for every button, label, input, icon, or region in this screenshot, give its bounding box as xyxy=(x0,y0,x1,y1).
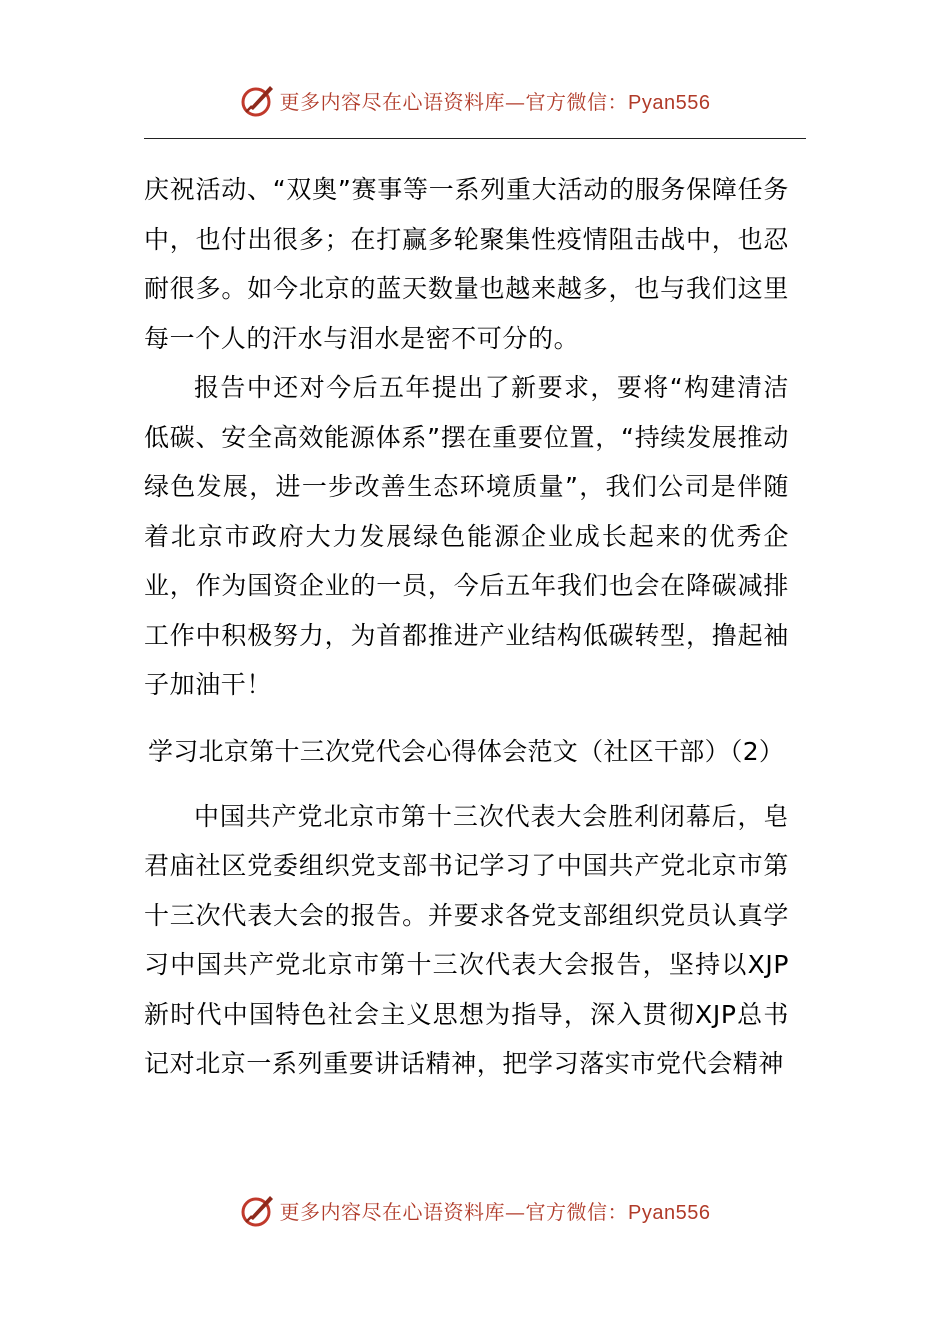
document-body xyxy=(144,165,789,1089)
quill-logo-icon xyxy=(240,82,276,118)
header-divider xyxy=(144,138,806,139)
footer-wechat-id: Pyan556 xyxy=(628,1201,711,1224)
header-wechat-id: Pyan556 xyxy=(628,91,711,114)
quill-logo-icon xyxy=(240,1192,276,1228)
header-banner-text: 更多内容尽在心语资料库—官方微信：Pyan556 xyxy=(279,89,711,114)
footer-banner xyxy=(0,1192,950,1228)
header-banner xyxy=(0,82,950,118)
section-title: 学习北京第十三次党代会心得体会范文（社区干部）（2） xyxy=(148,736,785,766)
paragraph-1: 庆祝活动、“双奥”赛事等一系列重大活动的服务保障任务中，也付出很多；在打赢多轮聚集性疫情阻击战中，也忍耐很多。如今北京的蓝天数量也越来越多，也与我们这里每一个人的汗水与泪水是密不可分的。 xyxy=(144,175,789,353)
footer-banner-text: 更多内容尽在心语资料库—官方微信：Pyan556 xyxy=(279,1199,711,1224)
paragraph-3: 中国共产党北京市第十三次代表大会胜利闭幕后，皂君庙社区党委组织党支部书记学习了中国共产党北京市第十三次代表大会的报告。并要求各党支部组织党员认真学习中国共产党北京市第十三次代表大会报告，坚持以XJP新时代中国特色社会主义思想为指导，深入贯彻XJP总书记对北京一系列重要讲话精神，把学习落实市党代会精神 xyxy=(144,801,789,1078)
paragraph-2: 报告中还对今后五年提出了新要求，要将“构建清洁低碳、安全高效能源体系”摆在重要位置，“持续发展推动绿色发展，进一步改善生态环境质量”，我们公司是伴随着北京市政府大力发展绿色能源企业成长起来的优秀企业，作为国资企业的一员，今后五年我们也会在降碳减排工作中积极努力，为首都推进产业结构低碳转型，撸起袖子加油干！ xyxy=(144,373,789,699)
